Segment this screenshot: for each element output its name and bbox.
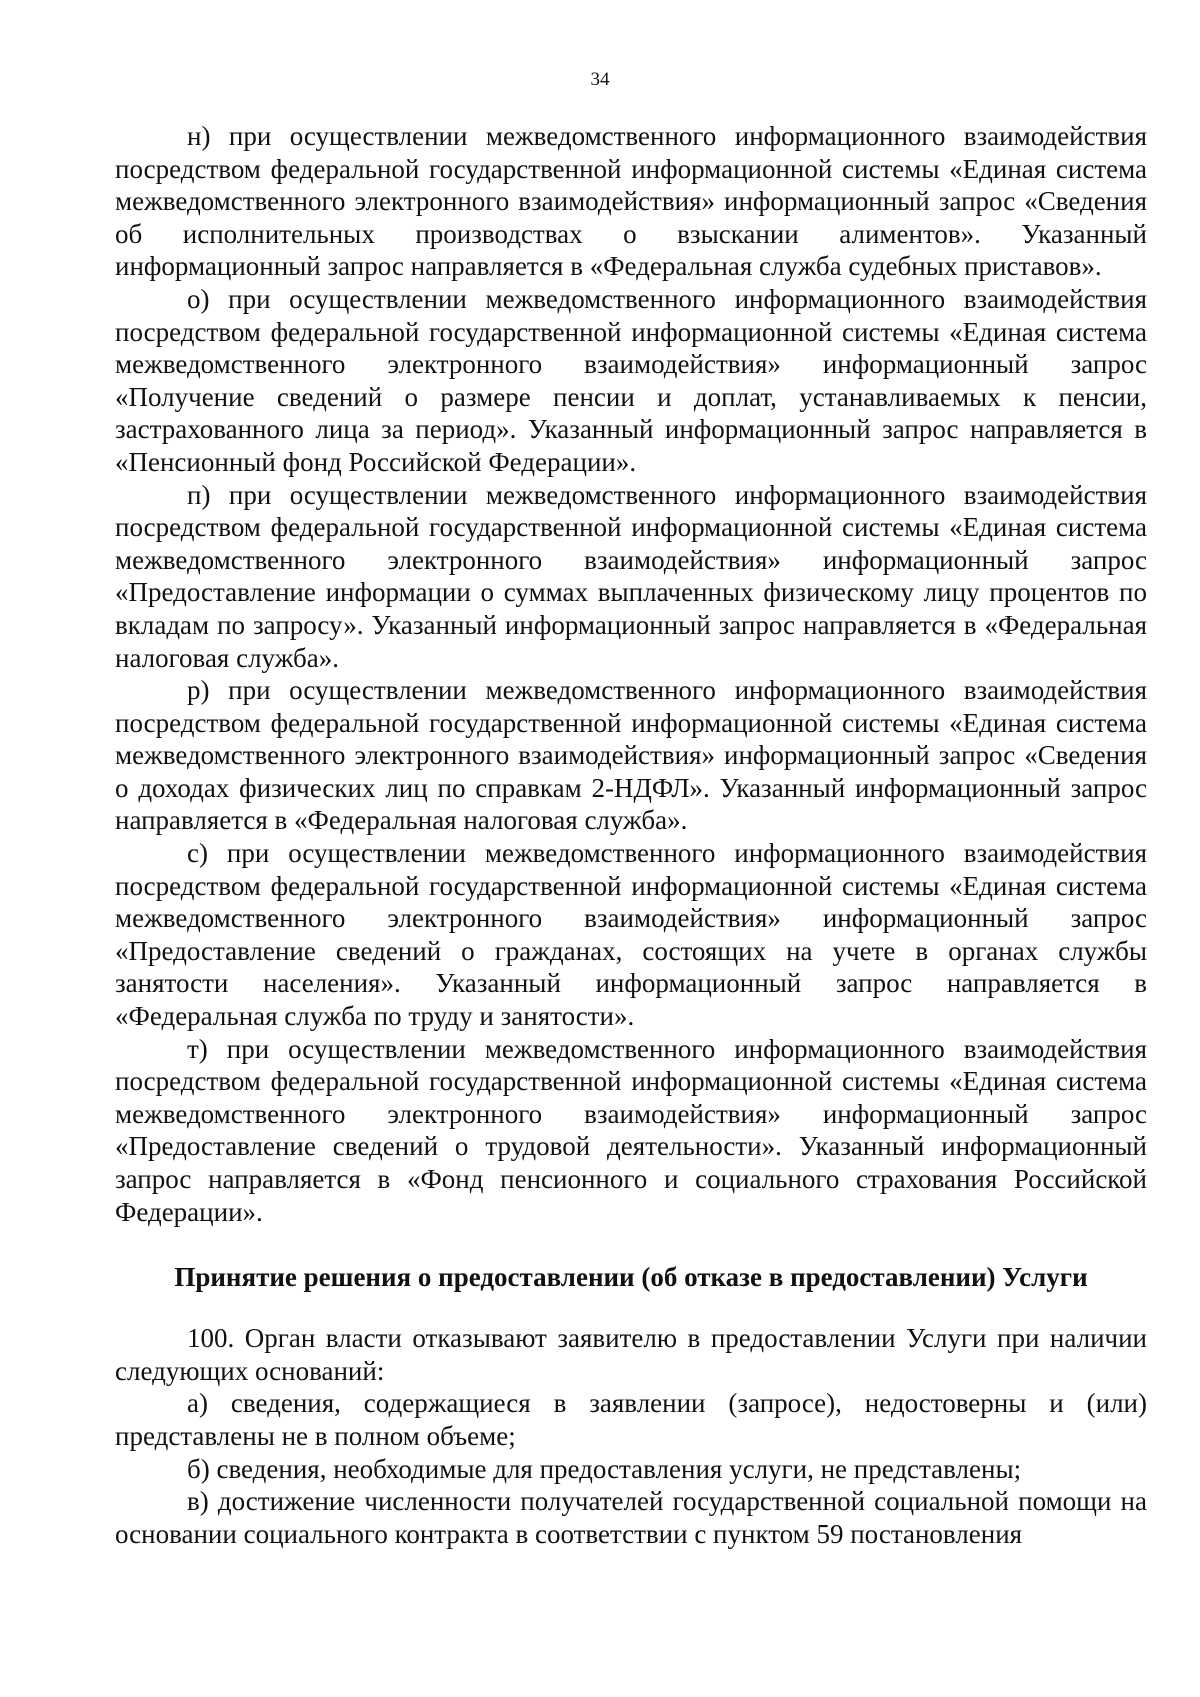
paragraph-s: с) при осуществлении межведомственного информационного взаимодействия посредством федеральной государственной информационной системы «Единая система межведомственного электронного взаимодействия» информационный запрос «Предоставление сведений о гражданах, состоящих на учете в органах службы занятости населения». Указанный информационный запрос направляется в «Федеральная служба по труду и занятости». [115, 838, 1147, 1032]
paragraph-n: н) при осуществлении межведомственного информационного взаимодействия посредством федеральной государственной информационной системы «Единая система межведомственного электронного взаимодействия» информационный запрос «Сведения об исполнительных производствах о взыскании алиментов». Указанный информационный запрос направляется в «Федеральная служба судебных приставов». [115, 121, 1147, 282]
document-body [115, 120, 1147, 1550]
paragraph-a: а) сведения, содержащиеся в заявлении (запросе), недостоверны и (или) представлены не в полном объеме; [115, 1388, 1147, 1451]
paragraph-o: о) при осуществлении межведомственного информационного взаимодействия посредством федеральной государственной информационной системы «Единая система межведомственного электронного взаимодействия» информационный запрос «Получение сведений о размере пенсии и доплат, устанавливаемых к пенсии, застрахованного лица за период». Указанный информационный запрос направляется в «Пенсионный фонд Российской Федерации». [115, 283, 1147, 477]
paragraph-p: п) при осуществлении межведомственного информационного взаимодействия посредством федеральной государственной информационной системы «Единая система межведомственного электронного взаимодействия» информационный запрос «Предоставление информации о суммах выплаченных физическому лицу процентов по вкладам по запросу». Указанный информационный запрос направляется в «Федеральная налоговая служба». [115, 479, 1147, 673]
paragraph-t: т) при осуществлении межведомственного информационного взаимодействия посредством федеральной государственной информационной системы «Единая система межведомственного электронного взаимодействия» информационный запрос «Предоставление сведений о трудовой деятельности». Указанный информационный запрос направляется в «Фонд пенсионного и социального страхования Российской Федерации». [115, 1033, 1147, 1227]
section-heading: Принятие решения о предоставлении (об отказе в предоставлении) Услуги [174, 1262, 1088, 1293]
page-number: 34 [590, 69, 610, 90]
paragraph-v: в) достижение численности получателей государственной социальной помощи на основании социального контракта в соответствии с пунктом 59 постановления [115, 1486, 1147, 1549]
paragraph-100: 100. Орган власти отказывают заявителю в предоставлении Услуги при наличии следующих оснований: [115, 1323, 1147, 1386]
paragraph-r: р) при осуществлении межведомственного информационного взаимодействия посредством федеральной государственной информационной системы «Единая система межведомственного электронного взаимодействия» информационный запрос «Сведения о доходах физических лиц по справкам 2-НДФЛ». Указанный информационный запрос направляется в «Федеральная налоговая служба». [115, 675, 1147, 836]
paragraph-b: б) сведения, необходимые для предоставления услуги, не представлены; [187, 1453, 1022, 1484]
